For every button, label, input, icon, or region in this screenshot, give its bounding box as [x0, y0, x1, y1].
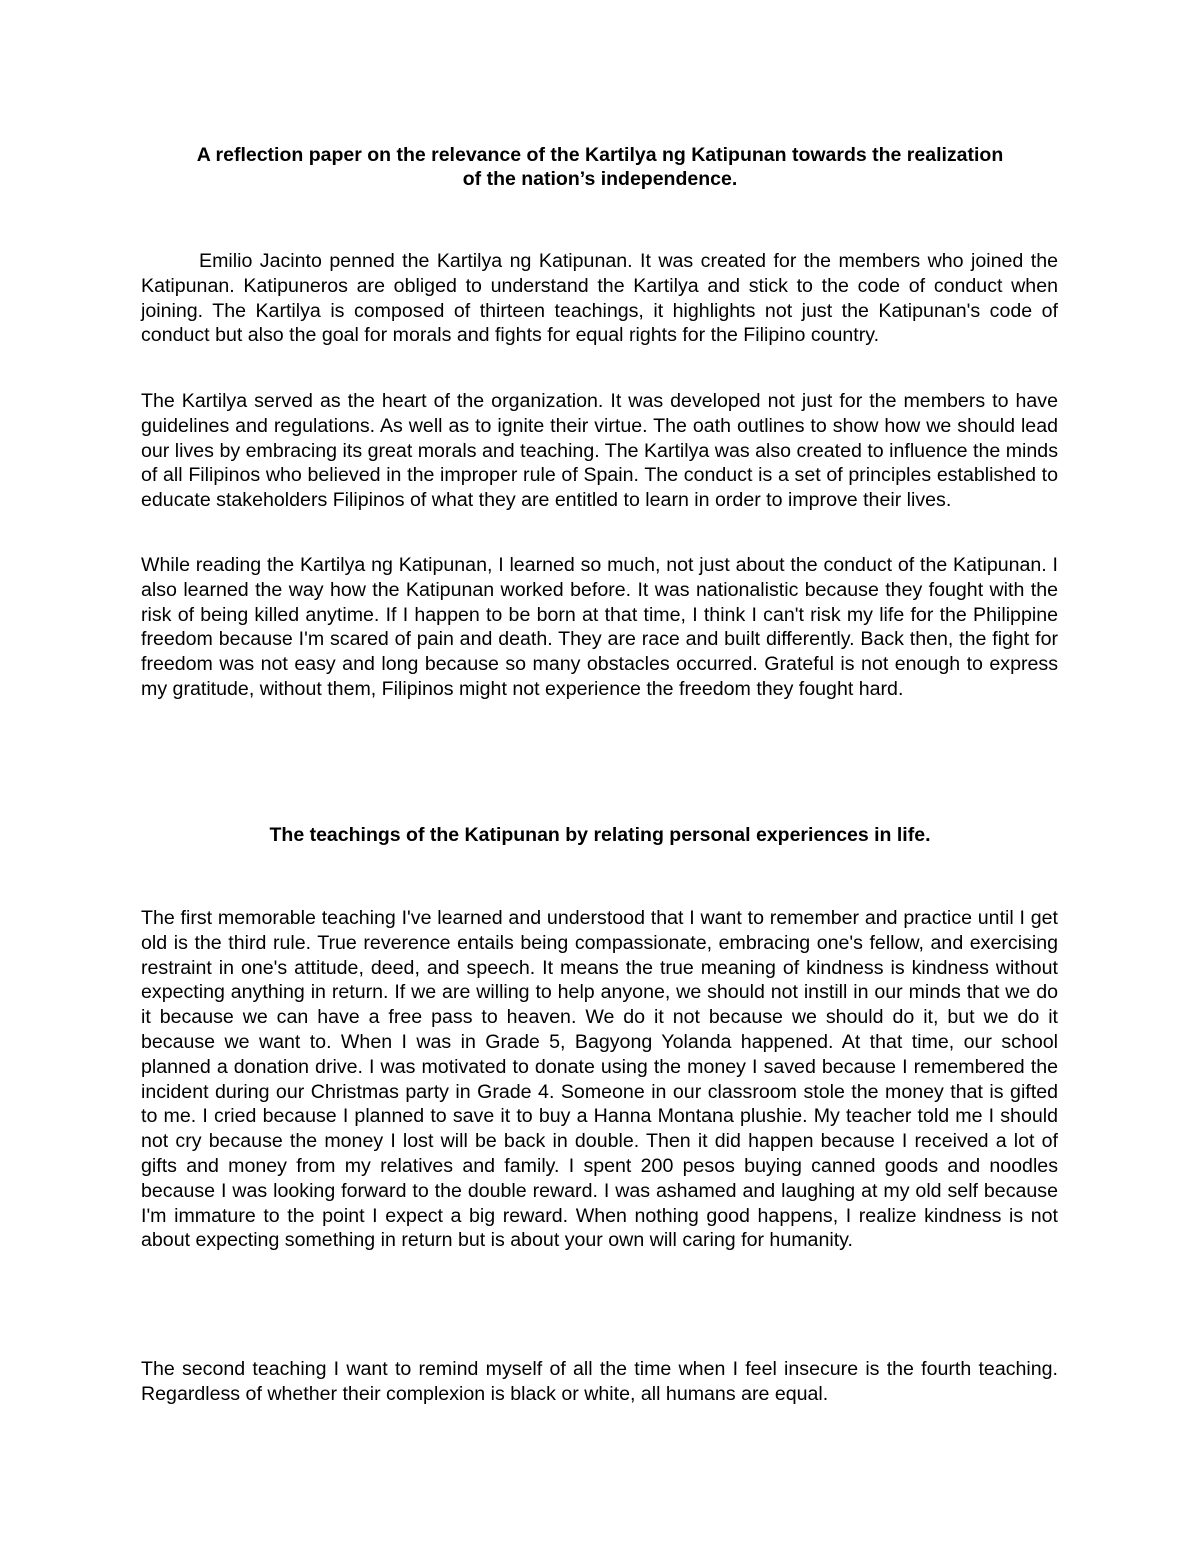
section-title: The teachings of the Katipunan by relating personal experiences in life.	[269, 824, 931, 846]
paragraph-first-teaching: The first memorable teaching I've learned and understood that I want to remember and practice until I get old is the third rule. True reverence entails being compassionate, embracing one's fellow, and exercising restraint in one's attitude, deed, and speech. It means the true meaning of kindness is kindness without expecting anything in return. If we are willing to help anyone, we should not instill in our minds that we do it because we can have a free pass to heaven. We do it not because we should do it, but we do it because we want to. When I was in Grade 5, Bagyong Yolanda happened. At that time, our school planned a donation drive. I was motivated to donate using the money I saved because I remembered the incident during our Christmas party in Grade 4. Someone in our classroom stole the money that is gifted to me. I cried because I planned to save it to buy a Hanna Montana plushie. My teacher told me I should not cry because the money I lost will be back in double. Then it did happen because I received a lot of gifts and money from my relatives and family. I spent 200 pesos buying canned goods and noodles because I was looking forward to the double reward. I was ashamed and laughing at my old self because I'm immature to the point I expect a big reward. When nothing good happens, I realize kindness is not about expecting something in return but is about your own will caring for humanity.	[141, 907, 1058, 1252]
document-title-line-1: A reflection paper on the relevance of the Kartilya ng Katipunan towards the realization	[196, 144, 1004, 166]
paragraph-heart-of-organization: The Kartilya served as the heart of the organization. It was developed not just for the members to have guidelines and regulations. As well as to ignite their virtue. The oath outlines to show how we should lead our lives by embracing its great morals and teaching. The Kartilya was also created to influence the minds of all Filipinos who believed in the improper rule of Spain. The conduct is a set of principles established to educate stakeholders Filipinos of what they are entitled to learn in order to improve their lives.	[141, 390, 1058, 512]
document-title	[140, 143, 1060, 191]
document-title-line-2: of the nation’s independence.	[462, 168, 738, 190]
paragraph-intro: Emilio Jacinto penned the Kartilya ng Katipunan. It was created for the members who joined the Katipunan. Katipuneros are obliged to understand the Kartilya and stick to the code of conduct when joining. The Kartilya is composed of thirteen teachings, it highlights not just the Katipunan's code of conduct but also the goal for morals and fights for equal rights for the Filipino country.	[141, 250, 1058, 347]
paragraph-learnings: While reading the Kartilya ng Katipunan, I learned so much, not just about the conduct of the Katipunan. I also learned the way how the Katipunan worked before. It was nationalistic because they fought with the risk of being killed anytime. If I happen to be born at that time, I think I can't risk my life for the Philippine freedom because I'm scared of pain and death. They are race and built differently. Back then, the fight for freedom was not easy and long because so many obstacles occurred. Grateful is not enough to express my gratitude, without them, Filipinos might not experience the freedom they fought hard.	[141, 554, 1058, 700]
paragraph-second-teaching: The second teaching I want to remind myself of all the time when I feel insecure is the fourth teaching. Regardless of whether their complexion is black or white, all humans are equal.	[141, 1358, 1058, 1405]
